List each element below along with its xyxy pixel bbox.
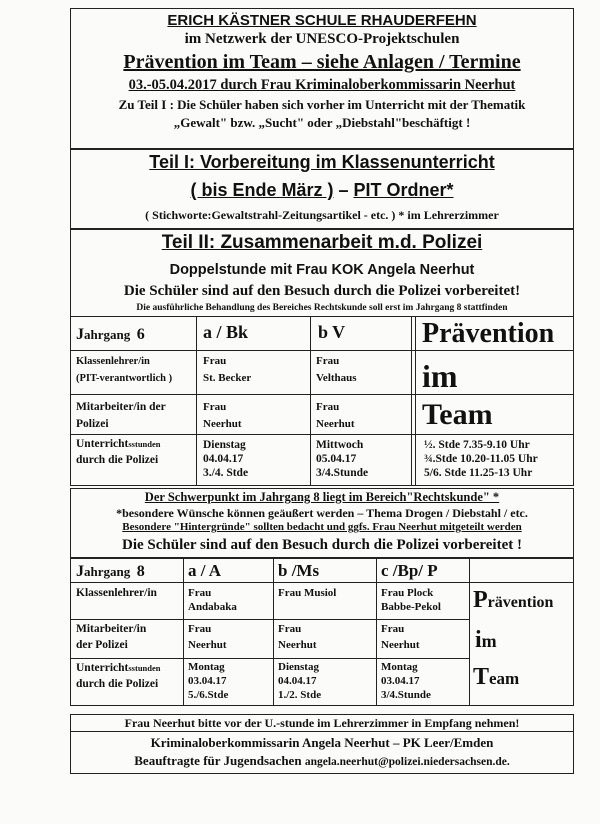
t8-teacher-c: Frau Plock Babbe-Pekol [381,587,441,613]
t8-label-lessons: Unterrichtsstunden durch die Polizei [76,662,161,690]
part2-prepared: Die Schüler sind auf den Besuch durch die Polizei vorbereitet! [123,283,521,299]
t8-col3 [376,558,377,706]
t6-side-praevention: Prävention [422,318,555,349]
t6-side-team: Team [422,398,493,431]
dates-line: 03.-05.04.2017 durch Frau Kriminaloberkommissarin Neerhut [128,77,516,93]
t6-row2 [70,394,574,395]
jg8-background: Besondere "Hintergründe" sollten bedacht und ggfs. Frau Neerhut mitgeteilt werden [122,521,522,533]
footer-contact [70,753,574,769]
t8-police-b: Frau Neerhut [278,623,317,651]
part2-title: Teil II: Zusammenarbeit m.d. Polizei [161,232,483,253]
t8-side-im: im [475,627,497,653]
t8-class-c: c /Bp/ P [381,561,438,580]
t6-lesson-b: Mittwoch 05.04.17 3/4.Stunde [316,439,369,479]
t6-times: ½. Stde 7.35-9.10 Uhr ¾.Stde 10.20-11.05 Uhr 5/6. Stde 11.25-13 Uhr [424,439,538,479]
t6-class-b: b V [318,322,346,342]
t8-jahrgang: Jahrgang 8 [76,563,145,580]
t6-col3b [415,316,416,486]
footer-divider [70,731,574,732]
t8-row1 [70,582,574,583]
t8-teacher-b: Frau Musiol [278,587,337,599]
jg8-intro-box [70,488,574,558]
jg8-focus: Der Schwerpunkt im Jahrgang 8 liegt im Bereich"Rechtskunde" * [144,490,500,504]
t6-police-b: Frau Neerhut [316,401,355,430]
youth-officer-label: Beauftragte für Jugendsachen [134,753,305,768]
part1-box [70,149,574,229]
part2-subtitle: Doppelstunde mit Frau KOK Angela Neerhut [169,262,475,278]
unesco-network: im Netzwerk der UNESCO-Projektschulen [184,31,460,47]
part2-note: Die ausführliche Behandlung des Bereiches Rechtskunde soll erst im Jahrgang 8 stattfinden [136,303,508,313]
t6-class-a: a / Bk [203,322,249,342]
jg8-wishes: *besondere Wünsche können geäußert werden – Thema Drogen / Diebstahl / etc. [116,506,528,520]
dash: – [333,180,354,200]
t6-teacher-a: Frau St. Becker [203,355,252,384]
t6-label-police: Mitarbeiter/in der Polizei [76,401,166,430]
t8-class-a: a / A [188,561,222,580]
t8-side-praevention: Prävention [473,587,554,613]
t8-teacher-a: Frau Andabaka [188,587,237,613]
t6-side-im: im [422,358,458,394]
t6-row3 [70,434,574,435]
t8-side-team: Team [473,664,520,690]
t8-police-a: Frau Neerhut [188,623,227,651]
intro-line-1: Zu Teil I : Die Schüler haben sich vorher im Unterricht mit der Thematik [118,97,526,112]
header-box [70,8,574,149]
part1-line2 [71,180,573,201]
pit-ordner-text: PIT Ordner* [353,180,454,200]
t6-label-teacher: Klassenlehrer/in (PIT-verantwortlich ) [76,356,173,384]
t6-police-a: Frau Neerhut [203,401,242,430]
t6-label-lessons: Unterrichtsstunden durch die Polizei [76,438,161,466]
t8-lesson-b: Dienstag 04.04.17 1./2. Stde [278,661,322,701]
t8-col1 [183,558,184,706]
footer-officer: Kriminaloberkommissarin Angela Neerhut – PK Leer/Emden [150,735,494,750]
t6-col3a [411,316,412,486]
intro-line-2: „Gewalt" bzw. „Sucht" oder „Diebstahl"beschäftigt ! [173,115,471,130]
part1-title: Teil I: Vorbereitung im Klassenunterricht [149,152,495,172]
page-title: Prävention im Team – siehe Anlagen / Termine [123,51,521,73]
email-address: angela.neerhut@polizei.niedersachsen.de. [304,756,510,768]
t6-jahrgang: Jahrgang 6 [76,326,145,343]
t8-lesson-a: Montag 03.04.17 5./6.Stde [188,661,229,701]
t6-col1 [196,316,197,486]
t8-row3 [70,658,470,659]
school-name: ERICH KÄSTNER SCHULE RHAUDERFEHN [167,12,477,29]
footer-reception: Frau Neerhut bitte vor der U.-stunde im Lehrerzimmer in Empfang nehmen! [124,716,520,730]
t8-lesson-c: Montag 03.04.17 3/4.Stunde [381,661,431,701]
part1-keywords: ( Stichworte:Gewaltstrahl-Zeitungsartikel - etc. ) * im Lehrerzimmer [145,208,499,222]
deadline-text: ( bis Ende März ) [190,180,334,200]
t6-lesson-a: Dienstag 04.04.17 3./4. Stde [203,439,249,479]
t8-row2 [70,619,470,620]
t8-class-b: b /Ms [278,561,320,580]
t6-col2 [310,316,311,486]
t8-label-police: Mitarbeiter/in der Polizei [76,623,147,651]
t6-row1 [70,350,574,351]
t8-col2 [273,558,274,706]
t6-teacher-b: Frau Velthaus [316,355,357,384]
t8-label-teacher: Klassenlehrer/in [76,587,157,599]
t6-top [70,316,574,317]
t8-police-c: Frau Neerhut [381,623,420,651]
t8-col4 [469,558,470,706]
jg8-prepared: Die Schüler sind auf den Besuch durch die Polizei vorbereitet ! [122,537,522,553]
